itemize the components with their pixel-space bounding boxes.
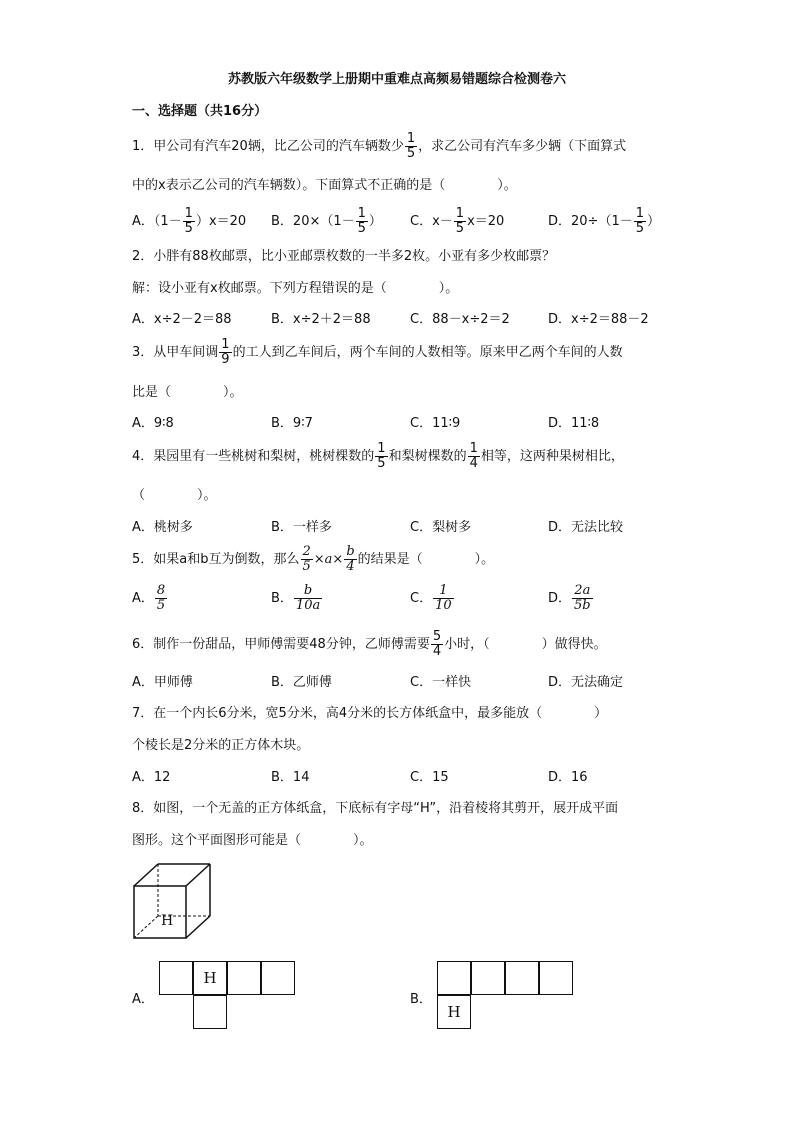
q2-option-d[interactable]: D．x÷2＝88－2: [548, 312, 649, 327]
question-8-line-2: 图形。这个平面图形可能是（ ）。: [132, 833, 373, 848]
question-6-line-1: 6．制作一份甜品，甲师傅需要48分钟，乙师傅需要 $\frac{5}{4}$ 小时，（ ）做得快。: [132, 629, 607, 659]
question-8-line-1: 8．如图，一个无盖的正方体纸盒，下底标有字母“H”，沿着棱将其剪开，展开成平面: [132, 801, 619, 816]
q7-option-b[interactable]: B．14: [271, 770, 310, 785]
q7-option-c[interactable]: C．15: [410, 770, 449, 785]
question-4-line-2: （ ）。: [132, 488, 217, 503]
question-2-line-1: 2．小胖有88枚邮票，比小亚邮票枚数的一半多2枚。小亚有多少枚邮票？: [132, 249, 556, 264]
net-square: [159, 961, 193, 995]
question-7-line-1: 7．在一个内长6分米，宽5分米，高4分米的长方体纸盒中，最多能放（ ）: [132, 706, 608, 721]
page-title: 苏教版六年级数学上册期中重难点高频易错题综合检测卷六: [227, 72, 566, 87]
cube-letter: H: [161, 913, 174, 929]
net-square: [471, 961, 505, 995]
net-square-h: H: [193, 961, 227, 995]
q3-option-a[interactable]: A．9∶8: [132, 416, 174, 431]
q6-option-d[interactable]: D．无法确定: [548, 675, 624, 690]
q1-option-b[interactable]: B．20×（1－ $\frac{1}{5}$ ）: [271, 206, 382, 236]
question-2-line-2: 解：设小亚有x枚邮票。下列方程错误的是（ ）。: [132, 281, 459, 296]
q7-option-a[interactable]: A．12: [132, 770, 171, 785]
q2-option-a[interactable]: A．x÷2－2＝88: [132, 312, 232, 327]
net-square: [227, 961, 261, 995]
question-5-line-1: 5．如果a和b互为倒数，那么 $\frac{2}{5}$ ×a× $\frac{b}{4}$ 的结果是（ ）。: [132, 544, 495, 574]
q2-option-c[interactable]: C．88－x÷2＝2: [410, 312, 510, 327]
net-square: [437, 961, 471, 995]
q1-option-c[interactable]: C．x－ $\frac{1}{5}$ x＝20: [410, 206, 505, 236]
question-1-line-1: [132, 132, 626, 161]
q4-option-d[interactable]: D．无法比较: [548, 520, 624, 535]
question-1-line-2: 中的x表示乙公司的汽车辆数）。下面算式不正确的是（ ）。: [132, 178, 517, 193]
q6-option-b[interactable]: B．乙师傅: [271, 675, 332, 690]
q2-option-b[interactable]: B．x÷2＋2＝88: [271, 312, 371, 327]
q6-option-c[interactable]: C．一样快: [410, 675, 472, 690]
q7-option-d[interactable]: D．16: [548, 770, 588, 785]
fraction: $\frac{1}{5}$: [406, 131, 416, 161]
net-square-h: H: [437, 995, 471, 1029]
q4-option-c[interactable]: C．梨树多: [410, 520, 472, 535]
q6-option-a[interactable]: A．甲师傅: [132, 675, 193, 690]
question-3-line-2: 比是（ ）。: [132, 385, 243, 400]
q5-option-a[interactable]: A． $\frac{8}{5}$: [132, 583, 166, 613]
q3-option-c[interactable]: C．11∶9: [410, 416, 461, 431]
net-square: [261, 961, 295, 995]
q1-option-a[interactable]: A．（1－ $\frac{1}{5}$ ）x＝20: [132, 206, 247, 236]
open-cube-figure: [130, 858, 214, 942]
question-3-line-1: 3．从甲车间调 $\frac{1}{9}$ 的工人到乙车间后，两个车间的人数相等。原来甲乙两个车间的人数: [132, 337, 623, 367]
q5-option-d[interactable]: D． $\frac{2a}{5b}$: [548, 583, 591, 613]
question-text: ，求乙公司有汽车多少辆（下面算式: [418, 139, 627, 154]
q3-option-b[interactable]: B．9∶7: [271, 416, 313, 431]
q8-option-a-label[interactable]: A．: [132, 992, 154, 1007]
q5-option-c[interactable]: C． $\frac{1}{10}$: [410, 583, 452, 613]
q1-option-d[interactable]: D．20÷（1－ $\frac{1}{5}$ ）: [548, 206, 661, 236]
question-7-line-2: 个棱长是2分米的正方体木块。: [132, 738, 310, 753]
net-square: [505, 961, 539, 995]
q3-option-d[interactable]: D．11∶8: [548, 416, 600, 431]
net-square: [193, 995, 227, 1029]
net-square: [539, 961, 573, 995]
section-heading: 一、选择题（共16分）: [132, 104, 268, 119]
q8-option-b-label[interactable]: B．: [410, 992, 432, 1007]
question-4-line-1: 4．果园里有一些桃树和梨树，桃树棵数的 $\frac{1}{5}$ 和梨树棵数的 $\frac{1}{4}$ 相等，这两种果树相比，: [132, 441, 624, 471]
q5-option-b[interactable]: B． $\frac{b}{10a}$: [271, 583, 321, 613]
question-text: 1．甲公司有汽车20辆，比乙公司的汽车辆数少: [132, 139, 404, 154]
q4-option-b[interactable]: B．一样多: [271, 520, 332, 535]
q4-option-a[interactable]: A．桃树多: [132, 520, 193, 535]
